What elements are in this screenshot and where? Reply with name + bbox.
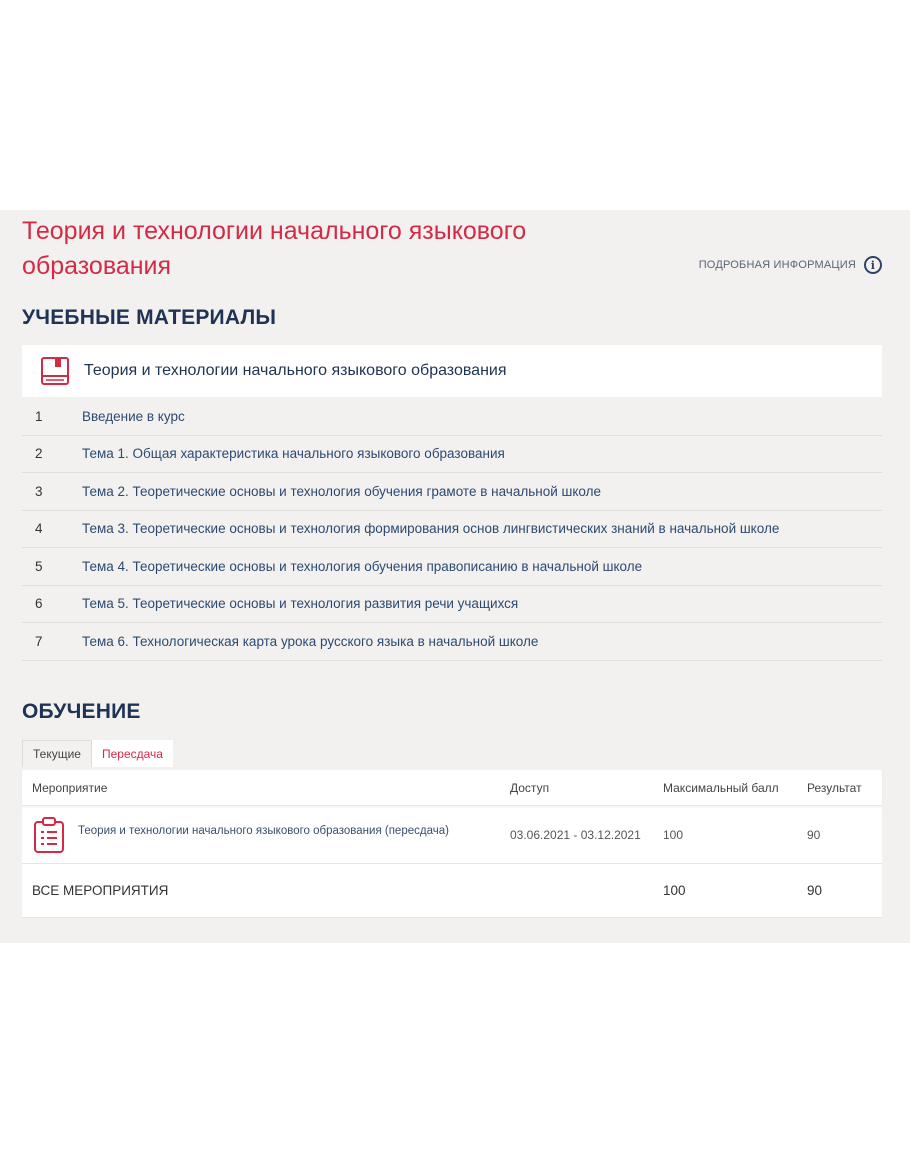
total-result: 90	[807, 883, 823, 898]
item-number: 6	[35, 596, 43, 612]
item-link[interactable]: Введение в курс	[82, 408, 185, 424]
item-number: 4	[35, 521, 43, 537]
item-number: 5	[35, 558, 43, 574]
item-number: 3	[35, 483, 43, 499]
learning-tabs	[22, 740, 173, 767]
event-access: 03.06.2021 - 03.12.2021	[510, 827, 641, 842]
item-link[interactable]: Тема 4. Теоретические основы и технология обучения правописанию в начальной школе	[82, 558, 643, 574]
col-access: Доступ	[510, 780, 550, 795]
total-max: 100	[663, 883, 686, 898]
table-row[interactable]	[22, 806, 882, 864]
item-number: 1	[35, 408, 43, 424]
list-item[interactable]	[22, 623, 882, 661]
col-event: Мероприятие	[32, 780, 108, 795]
list-item[interactable]	[22, 511, 882, 549]
list-item[interactable]	[22, 436, 882, 474]
item-link[interactable]: Тема 3. Теоретические основы и технология формирования основ лингвистических знаний в начальной школе	[82, 521, 780, 537]
col-result: Результат	[807, 780, 862, 795]
book-title: Теория и технологии начального языкового образования	[84, 362, 507, 379]
item-link[interactable]: Тема 6. Технологическая карта урока русского языка в начальной школе	[82, 633, 539, 649]
learning-heading: ОБУЧЕНИЕ	[22, 700, 141, 723]
details-label: ПОДРОБНАЯ ИНФОРМАЦИЯ	[698, 259, 856, 271]
tab-retake[interactable]: Пересдача	[92, 740, 173, 767]
details-link[interactable]	[699, 256, 882, 274]
list-item[interactable]	[22, 548, 882, 586]
total-row	[22, 864, 882, 918]
table-header	[22, 770, 882, 806]
event-link[interactable]: Теория и технологии начального языкового образования (пересдача)	[78, 824, 449, 837]
info-icon: i	[864, 256, 882, 274]
item-link[interactable]: Тема 5. Теоретические основы и технология развития речи учащихся	[82, 596, 519, 612]
materials-heading: УЧЕБНЫЕ МАТЕРИАЛЫ	[22, 306, 277, 329]
material-book[interactable]	[22, 345, 882, 397]
materials-list	[22, 398, 882, 661]
book-icon	[40, 356, 70, 386]
clipboard-icon	[32, 816, 66, 854]
course-panel	[0, 210, 910, 943]
list-item[interactable]	[22, 586, 882, 624]
item-number: 7	[35, 633, 43, 649]
tab-current[interactable]: Текущие	[22, 740, 92, 767]
item-number: 2	[35, 446, 43, 462]
list-item[interactable]	[22, 473, 882, 511]
list-item[interactable]	[22, 398, 882, 436]
event-result: 90	[807, 827, 821, 842]
event-max: 100	[663, 827, 684, 842]
item-link[interactable]: Тема 2. Теоретические основы и технология обучения грамоте в начальной школе	[82, 483, 601, 499]
item-link[interactable]: Тема 1. Общая характеристика начального языкового образования	[82, 446, 505, 462]
events-table	[22, 770, 882, 918]
course-title: Теория и технологии начального языкового образования	[22, 217, 527, 280]
total-label: ВСЕ МЕРОПРИЯТИЯ	[32, 883, 169, 898]
col-max: Максимальный балл	[663, 780, 779, 795]
